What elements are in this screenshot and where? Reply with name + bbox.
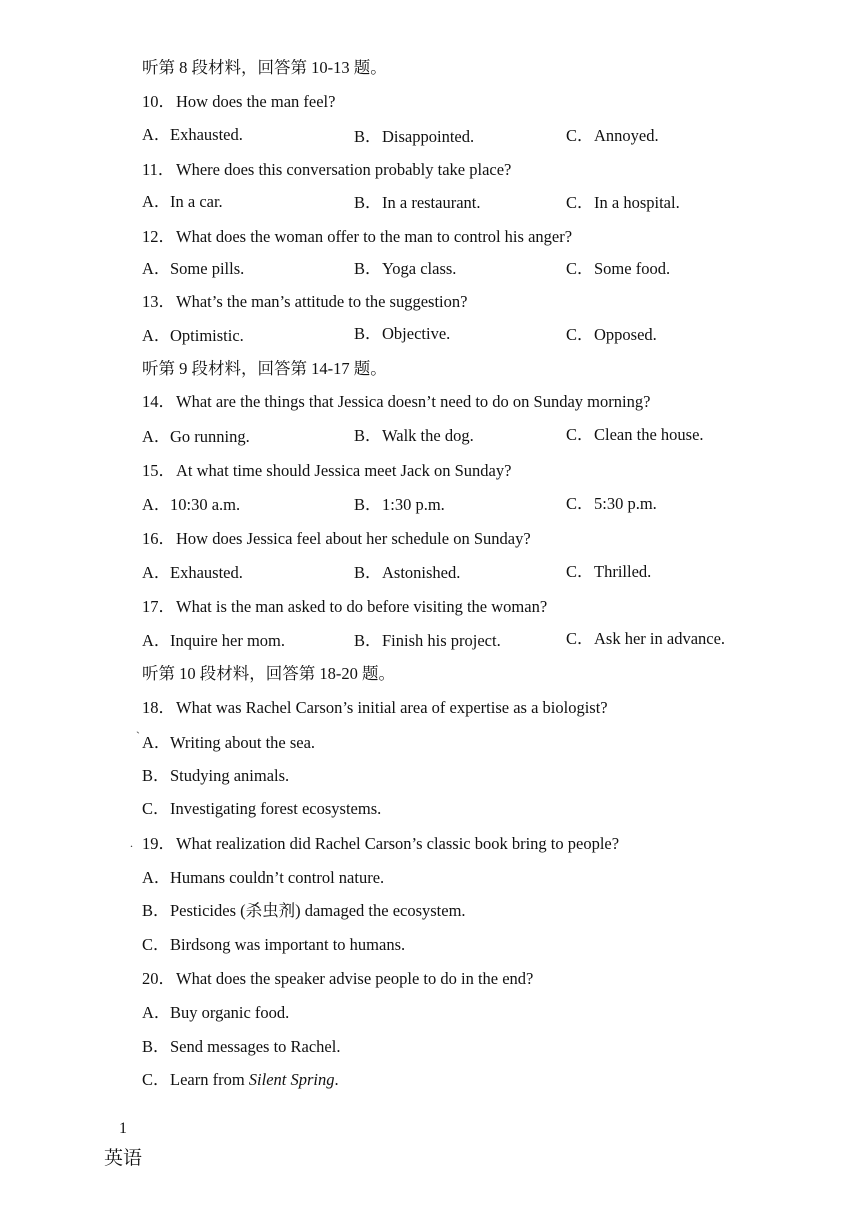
question [142, 92, 335, 112]
question [142, 529, 531, 549]
option-label: B． [354, 193, 382, 212]
question-number: 18． [142, 698, 175, 717]
option-text: Thrilled. [594, 562, 652, 581]
option-label: C． [142, 935, 170, 954]
question [142, 461, 511, 481]
question-number: 20． [142, 969, 175, 988]
option-text: Investigating forest ecosystems. [170, 799, 382, 818]
option-a [142, 125, 243, 145]
question-number: 15． [142, 461, 175, 480]
option-text: Clean the house. [594, 425, 704, 444]
option-label: C． [566, 562, 594, 581]
option-label: C． [566, 193, 594, 212]
option-text: Opposed. [594, 325, 657, 344]
option-label: C． [566, 126, 594, 145]
option-label: A． [142, 631, 171, 650]
option-label: C． [566, 325, 594, 344]
option-b [354, 631, 501, 651]
option-text-end: . [334, 1070, 339, 1089]
question [142, 597, 547, 617]
option-label: B． [142, 1037, 170, 1056]
option-b [142, 901, 466, 921]
option-c [142, 799, 381, 819]
option-a [142, 259, 244, 279]
option-text: Pesticides (杀虫剂) damaged the ecosystem. [170, 901, 466, 920]
book-title: Silent Spring [248, 1070, 335, 1089]
option-b [354, 259, 456, 279]
question-text: What’s the man’s attitude to the suggestion? [176, 292, 468, 311]
option-text: Yoga class. [382, 259, 457, 278]
stray-mark: ` [136, 729, 140, 743]
question [142, 227, 572, 247]
option-label: B． [354, 127, 382, 146]
option-text: In a restaurant. [382, 193, 481, 212]
option-c [566, 425, 704, 445]
option-label: B． [142, 901, 170, 920]
option-c [566, 126, 659, 146]
option-label: A． [142, 192, 171, 211]
option-label: A． [142, 259, 171, 278]
option-text: Inquire her mom. [170, 631, 286, 650]
question-text: Where does this conversation probably take place? [176, 160, 512, 179]
option-text: Send messages to Rachel. [170, 1037, 341, 1056]
option-label: C． [142, 1070, 170, 1089]
question-number: 11． [142, 160, 175, 179]
option-label: A． [142, 733, 171, 752]
page-number: 1 [119, 1120, 127, 1137]
stray-dot: . [130, 836, 133, 850]
option-text: Objective. [382, 324, 451, 343]
option-label: B． [354, 495, 382, 514]
question-text: What realization did Rachel Carson’s classic book bring to people? [176, 834, 620, 853]
question-number: 13． [142, 292, 175, 311]
subject-label: 英语 [104, 1147, 143, 1169]
option-label: A． [142, 427, 171, 446]
option-text: Astonished. [382, 563, 461, 582]
question-number: 14． [142, 392, 175, 411]
option-label: A． [142, 868, 171, 887]
question-text: What does the speaker advise people to do in the end? [176, 969, 534, 988]
option-label: C． [566, 425, 594, 444]
section-heading: 听第 9 段材料，回答第 14-17 题。 [142, 359, 387, 378]
option-a [142, 326, 244, 346]
option-text: Birdsong was important to humans. [170, 935, 406, 954]
option-a [142, 1003, 289, 1023]
question-text: What was Rachel Carson’s initial area of expertise as a biologist? [176, 698, 608, 717]
option-label: B． [354, 259, 382, 278]
option-b [142, 1037, 340, 1057]
option-a [142, 868, 384, 888]
option-text: In a hospital. [594, 193, 680, 212]
option-text: Ask her in advance. [594, 629, 726, 648]
option-b [142, 766, 289, 786]
option-b [354, 563, 460, 583]
option-c [142, 1070, 339, 1090]
question-number: 10． [142, 92, 175, 111]
question-text: How does Jessica feel about her schedule on Sunday? [176, 529, 531, 548]
question-text: How does the man feel? [176, 92, 336, 111]
option-text: Learn from [170, 1070, 249, 1089]
option-label: A． [142, 563, 171, 582]
option-text: Optimistic. [170, 326, 244, 345]
option-text: 5:30 p.m. [594, 494, 657, 513]
option-text: In a car. [170, 192, 223, 211]
option-c [566, 562, 651, 582]
question [142, 392, 650, 412]
option-text: Humans couldn’t control nature. [170, 868, 385, 887]
question-text: What are the things that Jessica doesn’t need to do on Sunday morning? [176, 392, 651, 411]
question-number: 16． [142, 529, 175, 548]
option-b [354, 324, 450, 344]
option-a [142, 563, 243, 583]
option-a [142, 427, 250, 447]
option-text: Writing about the sea. [170, 733, 316, 752]
option-label: A． [142, 125, 171, 144]
option-b [354, 495, 445, 515]
option-text: 1:30 p.m. [382, 495, 445, 514]
question [142, 969, 533, 989]
option-text: 10:30 a.m. [170, 495, 241, 514]
question [142, 698, 608, 718]
option-label: C． [142, 799, 170, 818]
option-label: C． [566, 629, 594, 648]
question-text: What does the woman offer to the man to control his anger? [176, 227, 573, 246]
section-heading: 听第 10 段材料，回答第 18-20 题。 [142, 664, 395, 683]
option-label: A． [142, 326, 171, 345]
option-text: Annoyed. [594, 126, 659, 145]
option-a [142, 192, 223, 212]
option-text: Go running. [170, 427, 250, 446]
option-text: Some pills. [170, 259, 245, 278]
option-text: Exhausted. [170, 563, 243, 582]
question-number: 12． [142, 227, 175, 246]
option-c [566, 629, 725, 649]
question-text: What is the man asked to do before visiting the woman? [176, 597, 548, 616]
option-a [142, 733, 315, 753]
question [142, 292, 467, 312]
question-text: At what time should Jessica meet Jack on Sunday? [176, 461, 512, 480]
option-label: B． [354, 631, 382, 650]
question-number: 17． [142, 597, 175, 616]
option-label: C． [566, 259, 594, 278]
option-c [566, 325, 657, 345]
question [142, 834, 619, 854]
option-text: Exhausted. [170, 125, 243, 144]
option-text: Some food. [594, 259, 671, 278]
option-label: B． [354, 563, 382, 582]
option-label: B． [354, 324, 382, 343]
option-c [566, 494, 657, 514]
option-label: B． [354, 426, 382, 445]
option-text: Walk the dog. [382, 426, 474, 445]
option-b [354, 193, 481, 213]
question-number: 19． [142, 834, 175, 853]
option-b [354, 426, 474, 446]
option-text: Disappointed. [382, 127, 475, 146]
option-text: Finish his project. [382, 631, 501, 650]
option-c [566, 259, 670, 279]
option-a [142, 631, 285, 651]
option-b [354, 127, 474, 147]
option-c [142, 935, 405, 955]
option-a [142, 495, 240, 515]
option-text: Studying animals. [170, 766, 290, 785]
option-label: C． [566, 494, 594, 513]
option-text: Buy organic food. [170, 1003, 290, 1022]
question [142, 160, 511, 180]
option-label: A． [142, 495, 171, 514]
section-heading: 听第 8 段材料，回答第 10-13 题。 [142, 58, 387, 77]
option-label: A． [142, 1003, 171, 1022]
option-label: B． [142, 766, 170, 785]
option-c [566, 193, 680, 213]
